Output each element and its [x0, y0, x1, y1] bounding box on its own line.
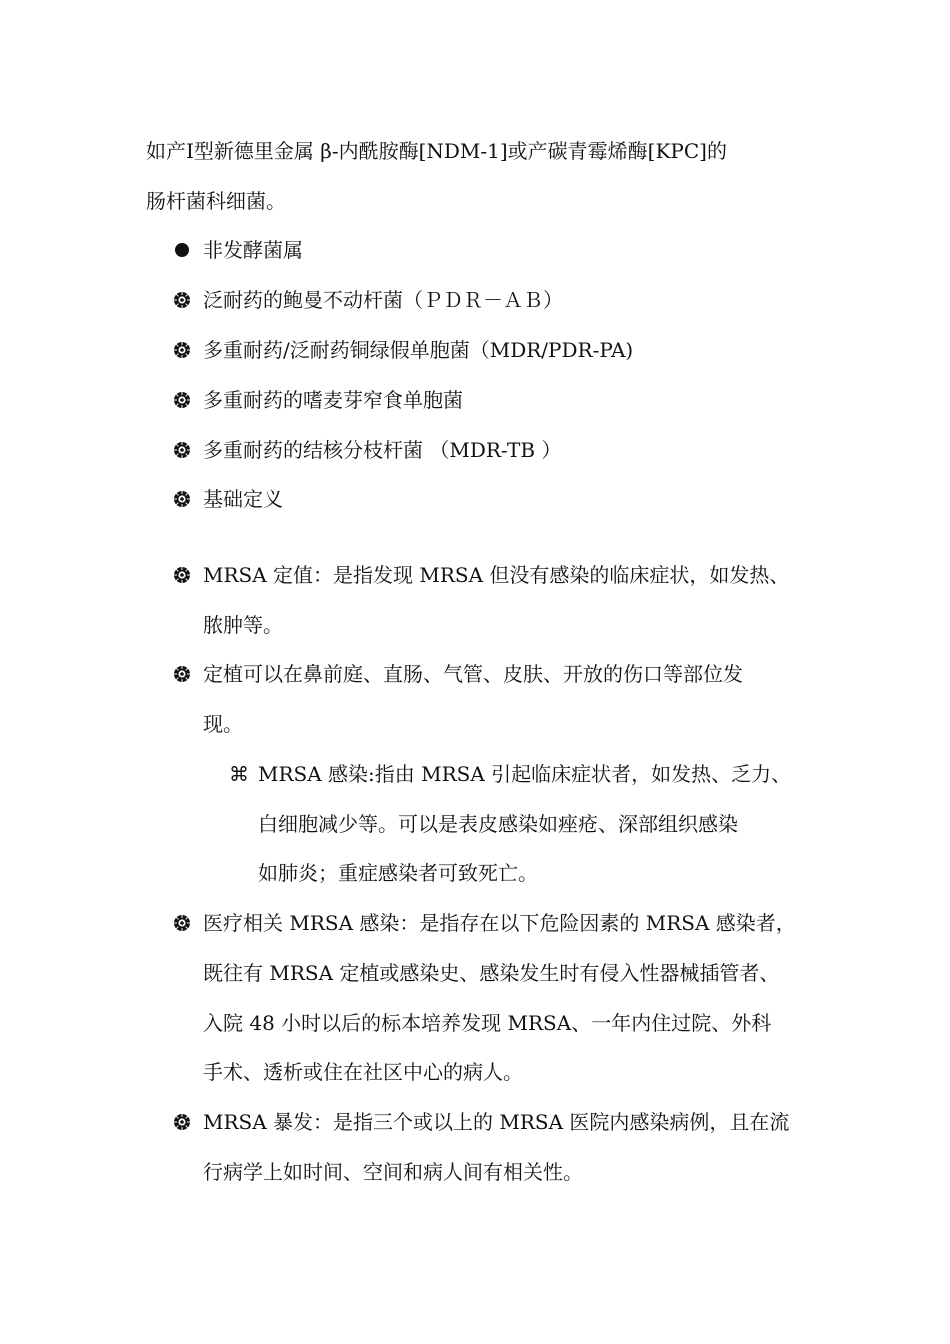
- flower-icon: [171, 387, 193, 413]
- list-item: 非发酵菌属: [203, 238, 303, 262]
- definition-infection-line: 如肺炎；重症感染者可致死亡。: [258, 861, 538, 885]
- flower-icon: [171, 910, 193, 936]
- list-item: 多重耐药的嗜麦芽窄食单胞菌: [203, 388, 463, 412]
- definition-colonization-line: MRSA 定值：是指发现 MRSA 但没有感染的临床症状，如发热、: [203, 563, 790, 587]
- definition-healthcare-line: 手术、透析或住在社区中心的病人。: [203, 1060, 523, 1084]
- list-item: 多重耐药/泛耐药铜绿假单胞菌（MDR/PDR-PA): [203, 338, 634, 362]
- flower-icon: [171, 562, 193, 588]
- flower-icon: [171, 437, 193, 463]
- definition-infection-line: MRSA 感染:指由 MRSA 引起临床症状者，如发热、乏力、: [258, 762, 792, 786]
- flower-icon: [171, 661, 193, 687]
- list-item: 多重耐药的结核分枝杆菌 （MDR-TB ）: [203, 438, 562, 462]
- flower-icon: [171, 1109, 193, 1135]
- flower-icon: [171, 287, 193, 313]
- black-dot-icon: [171, 237, 193, 263]
- command-symbol-icon: ⌘: [229, 762, 249, 786]
- section-heading: 基础定义: [203, 487, 283, 511]
- definition-sites-line: 现。: [203, 712, 243, 736]
- definition-healthcare-line: 既往有 MRSA 定植或感染史、感染发生时有侵入性器械插管者、: [203, 961, 780, 985]
- definition-sites-line: 定植可以在鼻前庭、直肠、气管、皮肤、开放的伤口等部位发: [203, 662, 743, 686]
- list-item: 泛耐药的鲍曼不动杆菌（ＰＤＲ－ＡＢ）: [203, 288, 563, 312]
- paragraph-line-2: 肠杆菌科细菌。: [146, 189, 286, 213]
- paragraph-line-1: 如产Ⅰ型新德里金属 β-内酰胺酶[NDM-1]或产碳青霉烯酶[KPC]的: [146, 139, 727, 163]
- flower-icon: [171, 337, 193, 363]
- definition-infection-line: 白细胞减少等。可以是表皮感染如痤疮、深部组织感染: [258, 812, 738, 836]
- flower-icon: [171, 486, 193, 512]
- definition-healthcare-line: 入院 48 小时以后的标本培养发现 MRSA、一年内住过院、外科: [203, 1011, 772, 1035]
- definition-outbreak-line: MRSA 暴发：是指三个或以上的 MRSA 医院内感染病例，且在流: [203, 1110, 790, 1134]
- definition-outbreak-line: 行病学上如时间、空间和病人间有相关性。: [203, 1160, 583, 1184]
- definition-colonization-line: 脓肿等。: [203, 613, 283, 637]
- definition-healthcare-line: 医疗相关 MRSA 感染：是指存在以下危险因素的 MRSA 感染者，: [203, 911, 796, 935]
